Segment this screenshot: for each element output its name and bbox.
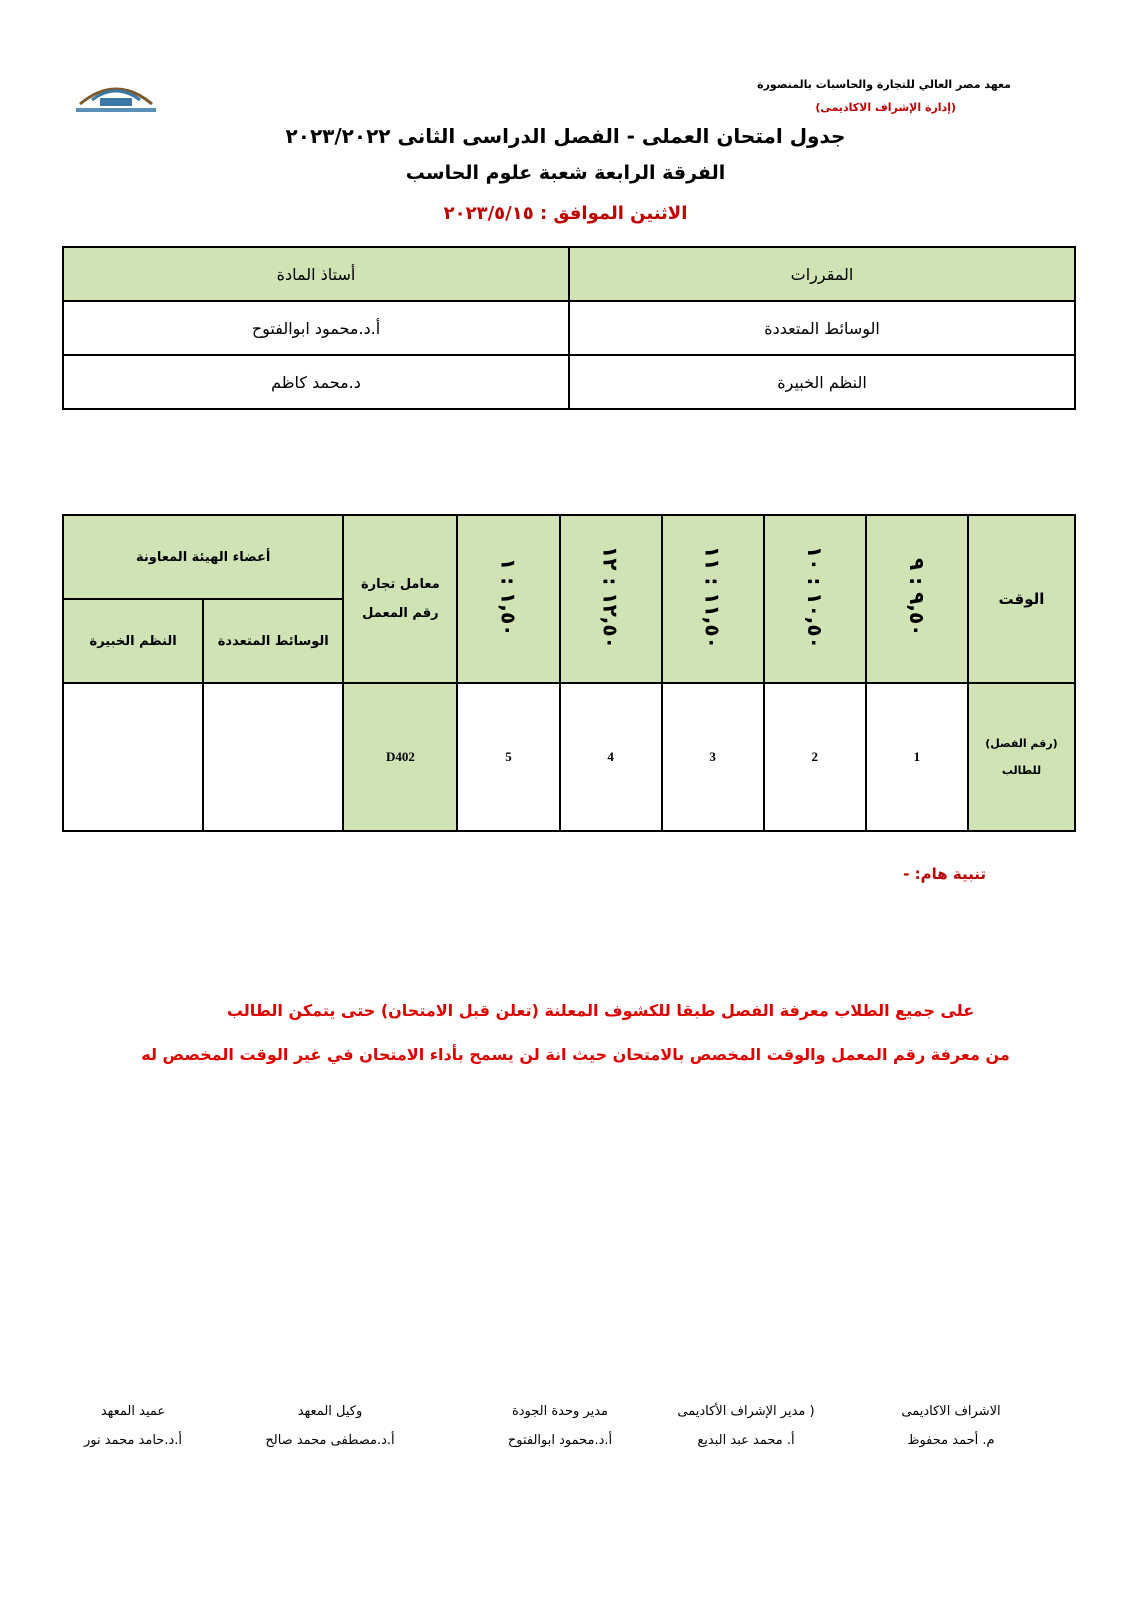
class-cell: 5 xyxy=(457,683,559,831)
professor-header: أستاذ المادة xyxy=(63,247,569,301)
time-slot: ١,٥٠ : ١ xyxy=(457,515,559,683)
professor-name: أ.د.محمود ابوالفتوح xyxy=(63,301,569,355)
table-row xyxy=(63,355,1075,409)
institute-name: معهد مصر العالي للتجارة والحاسبات بالمنصورة xyxy=(757,78,1011,91)
courses-header: المقررات xyxy=(569,247,1075,301)
table-row xyxy=(63,301,1075,355)
course-name: الوسائط المتعددة xyxy=(569,301,1075,355)
department-name: (إدارة الإشراف الاكاديمى) xyxy=(815,101,956,114)
assistant-col-header: الوسائط المتعددة xyxy=(203,599,343,683)
courses-header-row xyxy=(63,247,1075,301)
assistant-cell xyxy=(203,683,343,831)
assistant-cell xyxy=(63,683,203,831)
class-cell: 3 xyxy=(662,683,764,831)
notice-title: تنبية هام: - xyxy=(903,865,986,883)
schedule-table xyxy=(62,514,1076,832)
assistant-col-header: النظم الخبيرة xyxy=(63,599,203,683)
signature-block: الاشراف الاكاديمى م. أحمد محفوظ xyxy=(901,1404,1001,1448)
assistants-header: أعضاء الهيئة المعاونة xyxy=(63,515,343,599)
class-cell: 4 xyxy=(560,683,662,831)
professor-name: د.محمد كاظم xyxy=(63,355,569,409)
class-cell: 1 xyxy=(866,683,968,831)
notice-line-1: على جميع الطلاب معرفة الفصل طبقا للكشوف المعلنة (تعلن قبل الامتحان) حتى يتمكن الطالب xyxy=(226,1001,975,1020)
time-slot: ١٢,٥٠ : ١٢ xyxy=(560,515,662,683)
course-name: النظم الخبيرة xyxy=(569,355,1075,409)
exam-date: الاثنين الموافق : ٢٠٢٣/٥/١٥ xyxy=(443,203,688,224)
time-slot: ٩,٥٠ : ٩ xyxy=(866,515,968,683)
notice-line-2: من معرفة رقم المعمل والوقت المخصص بالامتحان حيث انة لن يسمح بأداء الامتحان في غير الوقت المخصص له xyxy=(141,1045,1010,1064)
signature-block: ( مدير الإشراف الأكاديمى أ. محمد عبد البديع xyxy=(677,1404,815,1448)
page-subtitle: الفرقة الرابعة شعبة علوم الحاسب xyxy=(405,162,726,184)
time-header: الوقت xyxy=(968,515,1075,683)
class-cell: 2 xyxy=(764,683,866,831)
time-slot: ١٠,٥٠ : ١٠ xyxy=(764,515,866,683)
signature-block: مدير وحدة الجودة أ.د.محمود ابوالفتوح xyxy=(507,1404,613,1448)
class-number-label: (رقم الفصل) للطالب xyxy=(968,683,1075,831)
signature-block: عميد المعهد أ.د.حامد محمد نور xyxy=(83,1404,183,1448)
institute-logo xyxy=(70,70,162,118)
courses-table xyxy=(62,246,1076,410)
lab-number: D402 xyxy=(343,683,457,831)
page-title: جدول امتحان العملى - الفصل الدراسى الثانى ٢٠٢٣/٢٠٢٢ xyxy=(285,124,846,148)
time-slot: ١١,٥٠ : ١١ xyxy=(662,515,764,683)
table-row xyxy=(63,683,1075,831)
schedule-header-row xyxy=(63,515,1075,599)
signature-block: وكيل المعهد أ.د.مصطفى محمد صالح xyxy=(265,1404,395,1448)
lab-header: معامل تجارة رقم المعمل xyxy=(343,515,457,683)
